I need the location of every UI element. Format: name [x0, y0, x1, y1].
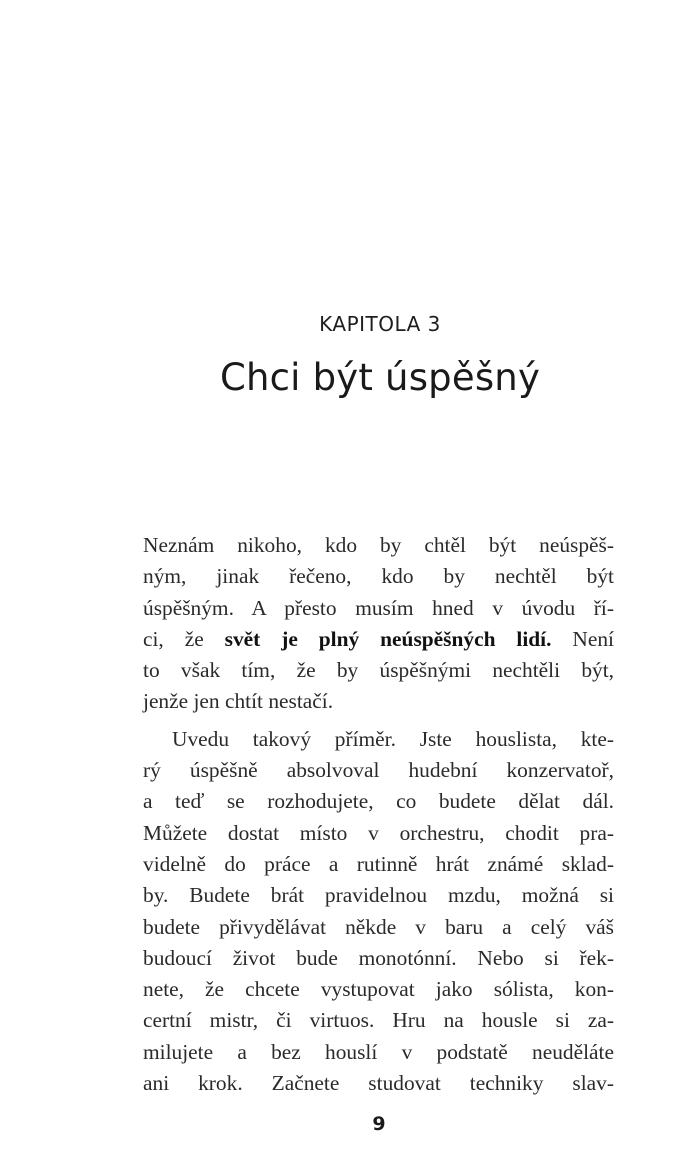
chapter-label: KAPITOLA 3: [319, 312, 441, 336]
text-line: budete přivydělávat někde v baru a celý váš: [143, 914, 614, 939]
text-fragment: ci, že: [143, 626, 225, 651]
text-line: Můžete dostat místo v orchestru, chodit pra-: [143, 820, 614, 845]
text-line: to však tím, že by úspěšnými nechtěli být,: [143, 658, 614, 683]
text-line: jenže jen chtít nestačí.: [143, 689, 334, 714]
paragraph: [143, 724, 614, 1100]
text-line: úspěšným. A přesto musím hned v úvodu ří-: [143, 595, 614, 620]
chapter-title: Chci být úspěšný: [219, 356, 541, 399]
body-text: [143, 530, 614, 1099]
text-line: Uvedu takový příměr. Jste houslista, kte-: [172, 726, 614, 751]
text-line: ani krok. Začnete studovat techniky slav-: [143, 1071, 614, 1096]
text-line: Neznám nikoho, kdo by chtěl být neúspěš-: [143, 533, 614, 557]
text-line: budoucí život bude monotónní. Nebo si řek-: [143, 945, 614, 970]
text-line: certní mistr, či virtuos. Hru na housle si za-: [143, 1008, 614, 1033]
text-line: rý úspěšně absolvoval hudební konzervatoř,: [143, 758, 614, 783]
emphasized-phrase: svět je plný neúspěšných lidí.: [224, 626, 552, 651]
page-number: 9: [372, 1113, 386, 1135]
text-fragment: Není: [551, 626, 615, 651]
text-line: a teď se rozhodujete, co budete dělat dál.: [143, 789, 614, 814]
text-line: videlně do práce a rutinně hrát známé sklad-: [143, 851, 614, 876]
text-line: ným, jinak řečeno, kdo by nechtěl být: [143, 564, 614, 589]
text-line: by. Budete brát pravidelnou mzdu, možná si: [143, 883, 614, 908]
text-line: milujete a bez houslí v podstatě neuděláte: [143, 1039, 614, 1064]
text-line: [143, 624, 614, 655]
text-line: nete, že chcete vystupovat jako sólista, kon-: [143, 977, 614, 1002]
paragraph: [143, 530, 614, 718]
